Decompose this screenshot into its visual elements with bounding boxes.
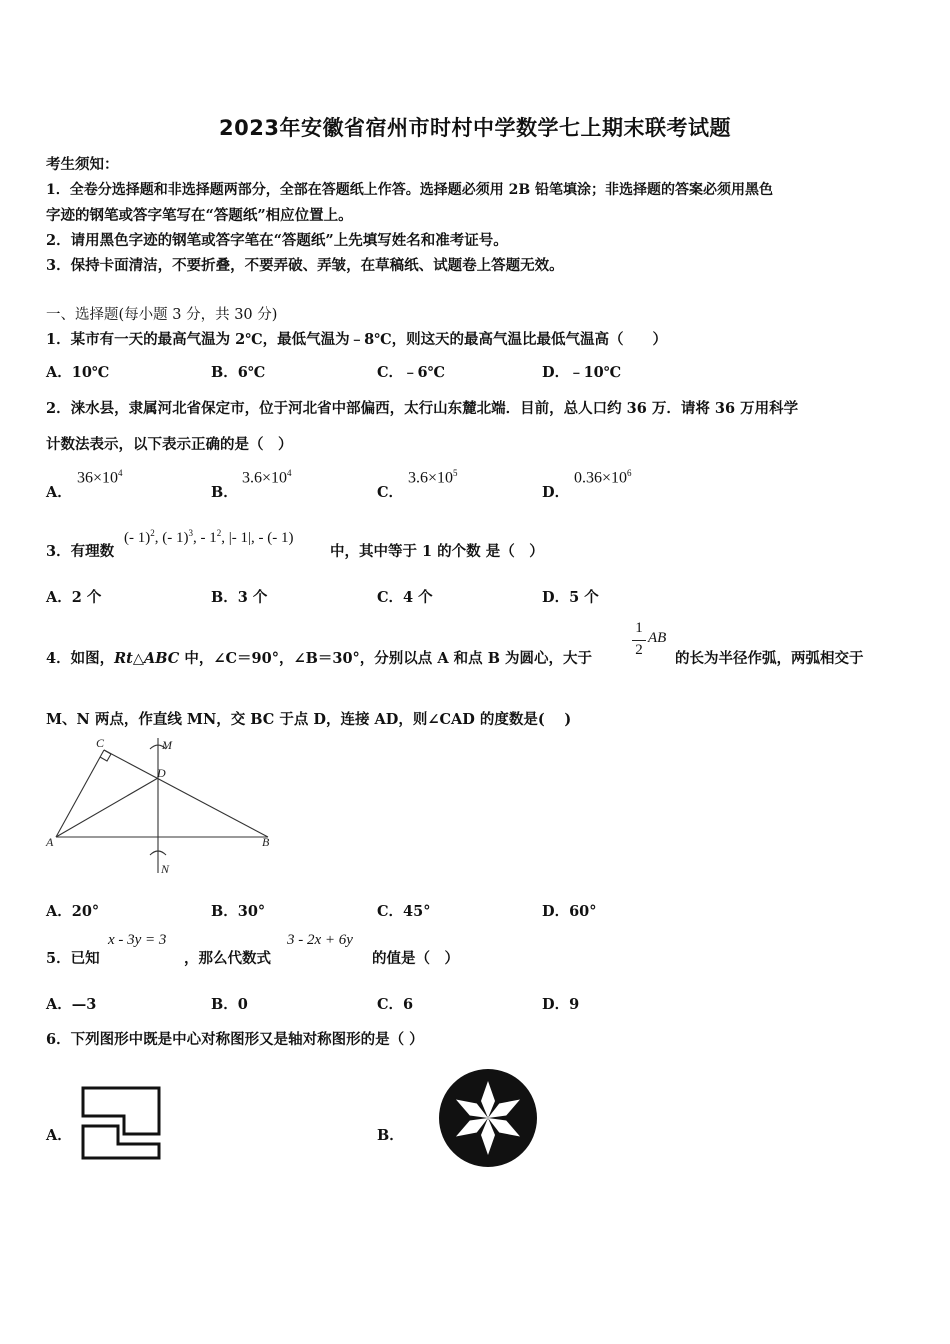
q2-option-c-math: $3.6\times 10^5$ — [408, 468, 458, 487]
q2-option-d-math: $0.36\times 10^6$ — [574, 468, 632, 487]
q4-fraction-denominator: 2 — [635, 642, 643, 658]
q4-option-c: C．45° — [377, 903, 431, 920]
document-title: 2023年安徽省宿州市时村中学数学七上期末联考试题 — [219, 116, 731, 140]
q5-option-b: B．0 — [211, 996, 248, 1013]
q4-option-b: B．30° — [211, 903, 266, 920]
notice-line-1: 1．全卷分选择题和非选择题两部分，全部在答题纸上作答。选择题必须用 2B 铅笔填涂；非选择题的答案必须用黑色 — [46, 182, 774, 198]
q4-fraction-bar — [632, 640, 646, 641]
label-d: D — [157, 766, 166, 780]
q5-suffix: 的值是（ ） — [372, 950, 459, 967]
q5-mid: ，那么代数式 — [184, 950, 271, 967]
q2-option-c-label: C． — [377, 484, 404, 501]
q4-stem-line-1-end: 的长为半径作弧，两弧相交于 — [675, 650, 864, 667]
label-a: A — [46, 835, 54, 849]
q2-option-b-math: $3.6\times 10^4$ — [242, 468, 292, 487]
q4-option-d: D．60° — [542, 903, 597, 920]
q6-option-b: B． — [377, 1127, 404, 1144]
segment-ad — [56, 778, 158, 837]
q2-option-a-label: A． — [46, 484, 72, 501]
q6-figure-b — [438, 1068, 538, 1168]
section-heading: 一、选择题(每小题 3 分，共 30 分) — [46, 307, 278, 323]
q5-expression: 3 - 2x + 6y — [287, 932, 353, 948]
q5-prefix: 5．已知 — [46, 950, 100, 967]
q5-equation: x - 3y = 3 — [108, 932, 167, 948]
segment-cb — [104, 750, 268, 837]
q2-option-d-label: D． — [542, 484, 570, 501]
q4-stem-line-2: M、N 两点，作直线 MN，交 BC 于点 D，连接 AD，则∠CAD 的度数是( ) — [46, 711, 572, 728]
q2-stem-line-2: 计数法表示，以下表示正确的是（ ） — [46, 436, 293, 453]
q5-option-a: A．—3 — [46, 996, 97, 1013]
q2-option-a-math: $36\times 10^4$ — [77, 468, 123, 487]
q4-stem-line-1: 4．如图，Rt△ABC 中，∠C＝90°，∠B＝30°，分别以点 A 和点 B 为圆心，大于 — [46, 650, 593, 667]
notice-line-1b: 字迹的钢笔或答字笔写在“答题纸”相应位置上。 — [46, 207, 353, 224]
q2-stem-line-1: 2．涞水县，隶属河北省保定市，位于河北省中部偏西，太行山东麓北端．目前，总人口约 36 万．请将 36 万用科学 — [46, 400, 799, 417]
q4-triangle-figure — [40, 733, 280, 878]
q4-fraction-ab: AB — [648, 630, 667, 646]
q1-option-a: A．10℃ — [46, 364, 110, 381]
q3-option-d: D．5 个 — [542, 589, 599, 606]
q1-option-c: C．﹣6℃ — [377, 364, 446, 381]
notice-line-2: 2．请用黑色字迹的钢笔或答字笔在“答题纸”上先填写姓名和准考证号。 — [46, 232, 508, 249]
q6-option-a: A． — [46, 1127, 72, 1144]
q1-stem: 1．某市有一天的最高气温为 2℃，最低气温为﹣8℃，则这天的最高气温比最低气温高（ ） — [46, 331, 668, 348]
notice-heading: 考生须知： — [46, 156, 119, 173]
label-m: M — [162, 738, 172, 752]
q5-option-c: C．6 — [377, 996, 414, 1013]
q3-suffix: 中，其中等于 1 的个数 是（ ） — [330, 543, 544, 560]
notice-line-3: 3．保持卡面清洁，不要折叠，不要弄破、弄皱，在草稿纸、试题卷上答题无效。 — [46, 257, 564, 274]
q1-option-d: D．﹣10℃ — [542, 364, 622, 381]
q1-option-b: B．6℃ — [211, 364, 266, 381]
q6-figure-a — [80, 1085, 162, 1161]
q2-option-b-label: B． — [211, 484, 238, 501]
q3-prefix: 3．有理数 — [46, 543, 115, 560]
q3-expression: (- 1)$^2$, (- 1)$^3$, - $1^2$, |- 1|, - (- 1) — [124, 528, 294, 546]
q3-option-b: B．3 个 — [211, 589, 268, 606]
label-b: B — [262, 835, 270, 849]
q3-option-c: C．4 个 — [377, 589, 433, 606]
q6-stem: 6．下列图形中既是中心对称图形又是轴对称图形的是（ ） — [46, 1031, 424, 1048]
right-angle-mark — [100, 750, 111, 761]
label-n: N — [161, 862, 170, 876]
q3-option-a: A．2 个 — [46, 589, 102, 606]
label-c: C — [96, 736, 105, 750]
q4-option-a: A．20° — [46, 903, 100, 920]
segment-ac — [56, 750, 104, 837]
q5-option-d: D．9 — [542, 996, 580, 1013]
q4-fraction-numerator: 1 — [635, 620, 643, 636]
